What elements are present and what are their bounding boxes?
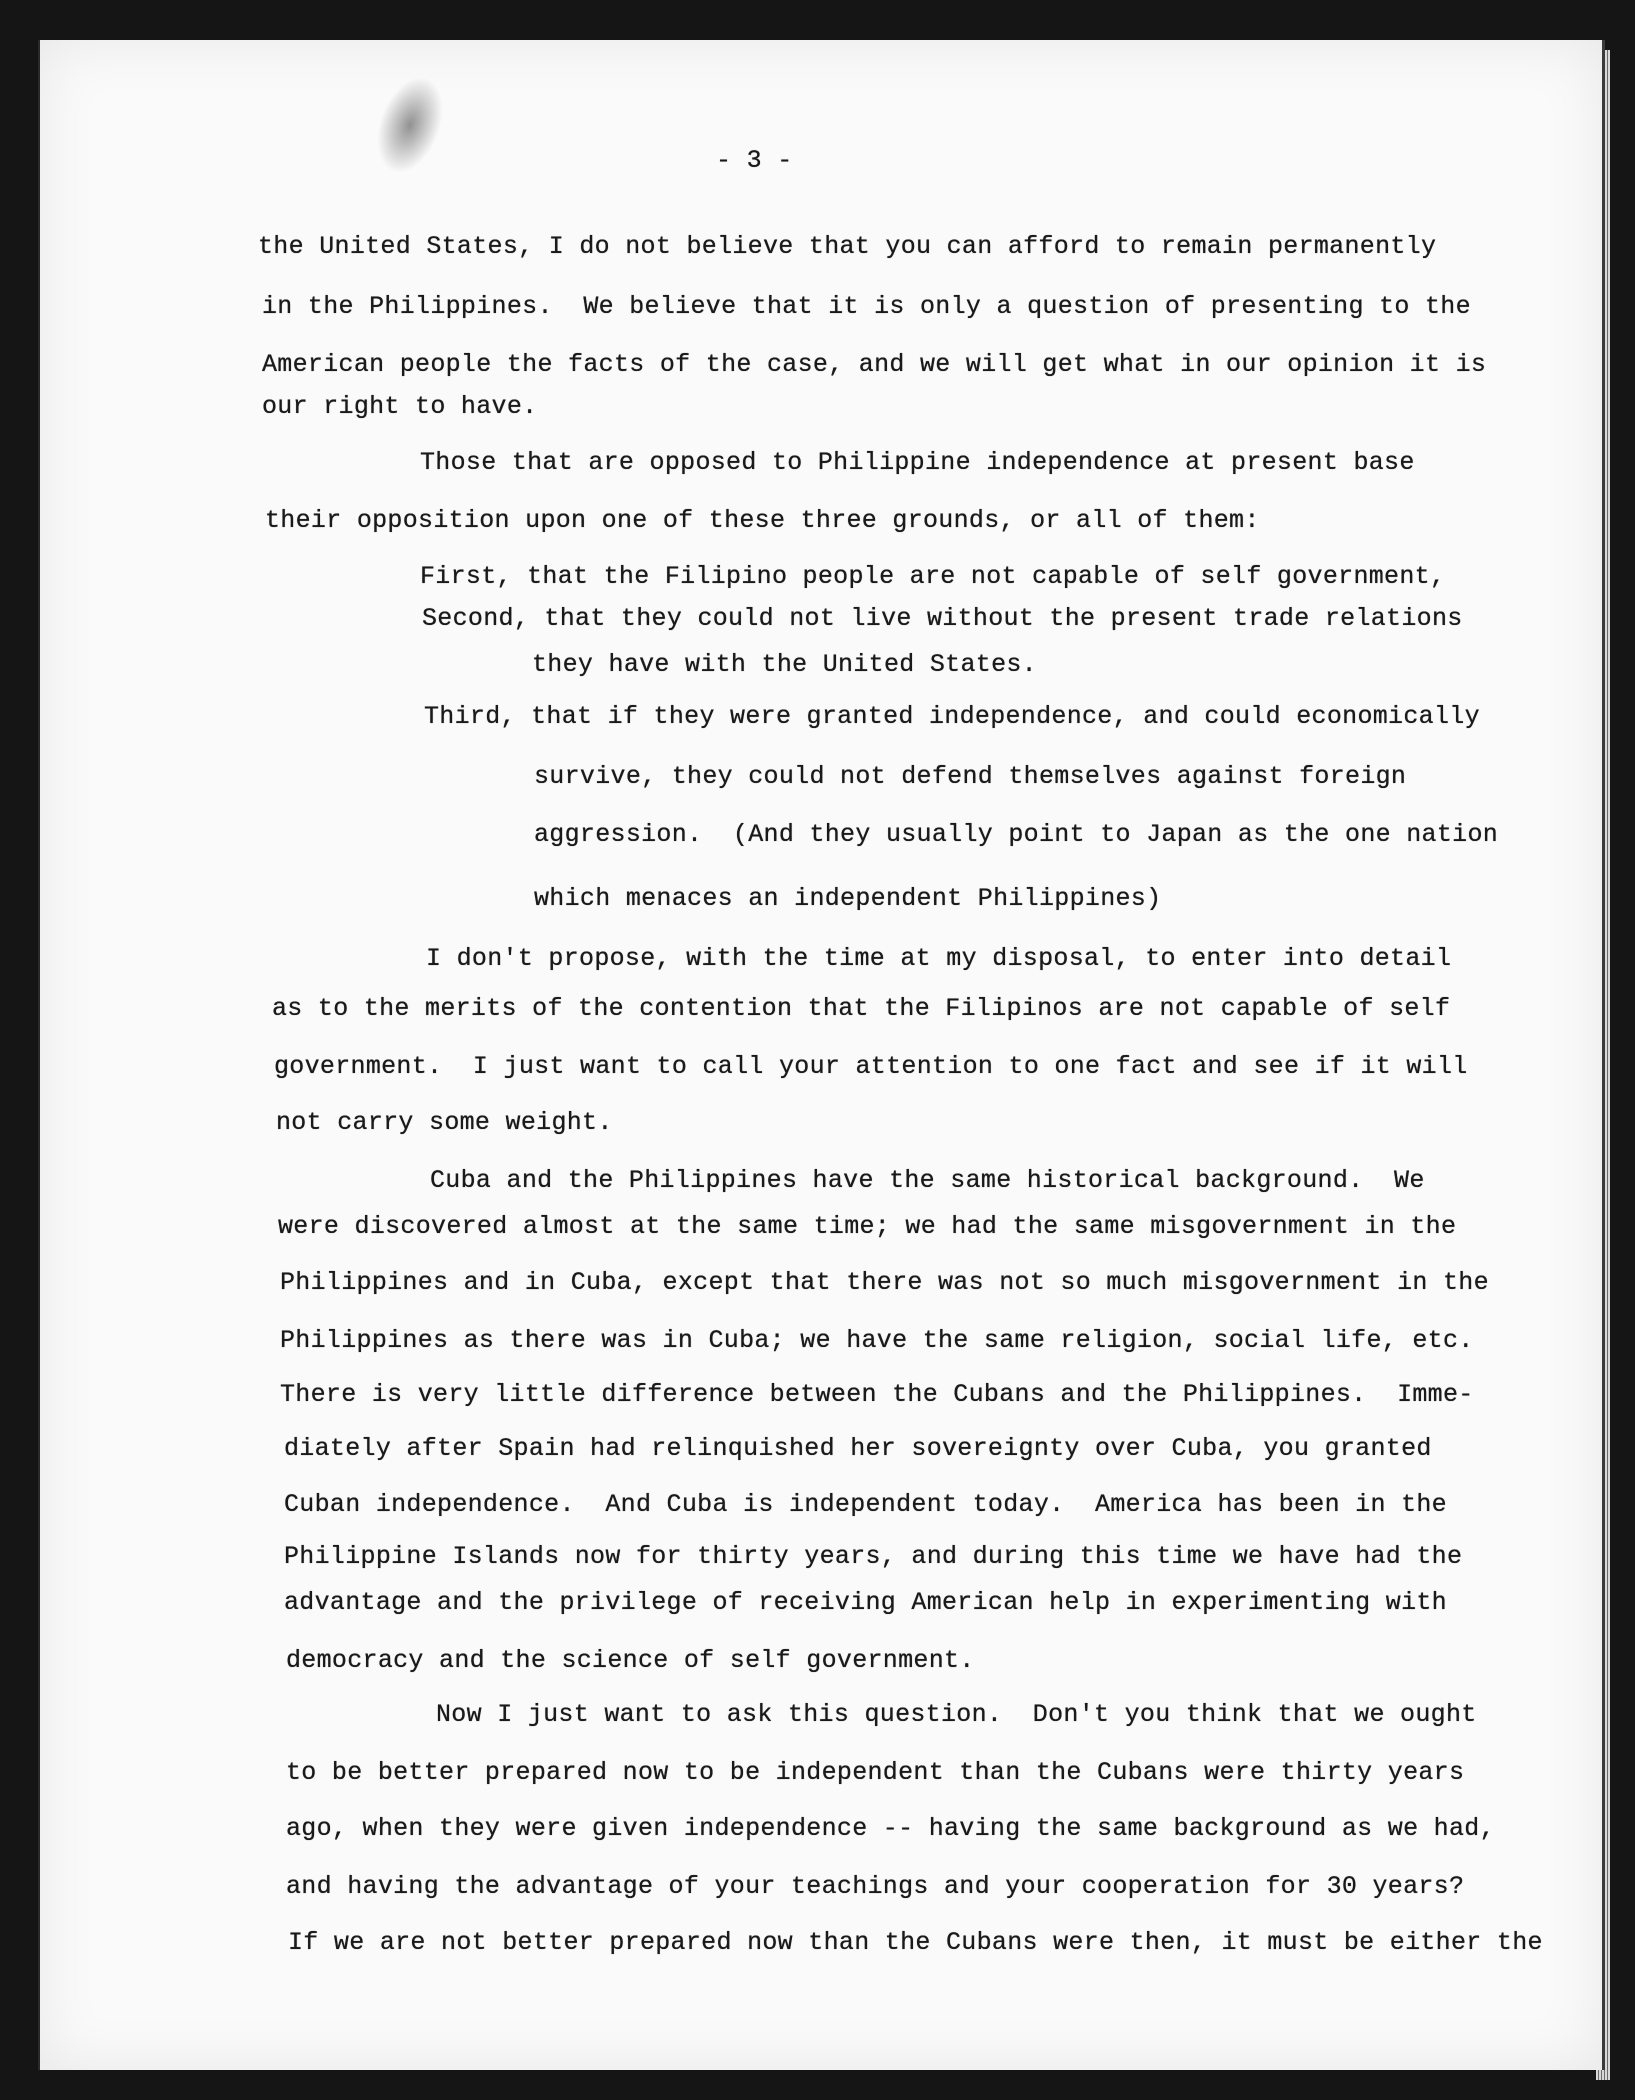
text-line: Philippines and in Cuba, except that there was not so much misgovernment in the: [280, 1268, 1489, 1297]
text-line: they have with the United States.: [532, 650, 1037, 679]
ink-smudge: [365, 68, 456, 182]
text-line: democracy and the science of self government.: [286, 1646, 975, 1675]
text-line: in the Philippines. We believe that it is only a question of presenting to the: [262, 292, 1471, 321]
text-line: There is very little difference between the Cubans and the Philippines. Imme-: [280, 1380, 1474, 1409]
text-line: Third, that if they were granted independence, and could economically: [424, 702, 1480, 731]
text-line: Cuba and the Philippines have the same historical background. We: [430, 1166, 1425, 1195]
text-line: were discovered almost at the same time; we had the same misgovernment in the: [278, 1212, 1457, 1241]
text-line: ago, when they were given independence -- having the same background as we had,: [286, 1814, 1495, 1843]
text-line: which menaces an independent Philippines): [534, 884, 1162, 913]
text-line: First, that the Filipino people are not capable of self government,: [420, 562, 1446, 591]
text-line: diately after Spain had relinquished her sovereignty over Cuba, you granted: [284, 1434, 1432, 1463]
text-line: Philippines as there was in Cuba; we have the same religion, social life, etc.: [280, 1326, 1474, 1355]
text-line: government. I just want to call your attention to one fact and see if it will: [274, 1052, 1468, 1081]
text-line: not carry some weight.: [276, 1108, 613, 1137]
text-line: I don't propose, with the time at my disposal, to enter into detail: [426, 944, 1452, 973]
text-line: Those that are opposed to Philippine independence at present base: [420, 448, 1415, 477]
text-line: Now I just want to ask this question. Don't you think that we ought: [436, 1700, 1477, 1729]
text-line: as to the merits of the contention that the Filipinos are not capable of self: [272, 994, 1451, 1023]
text-line: the United States, I do not believe that you can afford to remain permanently: [258, 232, 1437, 261]
text-line: to be better prepared now to be independent than the Cubans were thirty years: [286, 1758, 1465, 1787]
text-line: advantage and the privilege of receiving American help in experimenting with: [284, 1588, 1447, 1617]
page-number: - 3 -: [716, 146, 793, 175]
text-line: and having the advantage of your teachings and your cooperation for 30 years?: [286, 1872, 1465, 1901]
text-line: our right to have.: [262, 392, 538, 421]
text-line: Philippine Islands now for thirty years, and during this time we have had the: [284, 1542, 1463, 1571]
text-line: aggression. (And they usually point to Japan as the one nation: [534, 820, 1499, 849]
text-line: their opposition upon one of these three grounds, or all of them:: [265, 506, 1260, 535]
text-line: Cuban independence. And Cuba is independent today. America has been in the: [284, 1490, 1447, 1519]
text-line: Second, that they could not live without the present trade relations: [422, 604, 1463, 633]
text-line: If we are not better prepared now than the Cubans were then, it must be either the: [288, 1928, 1543, 1957]
text-line: American people the facts of the case, and we will get what in our opinion it is: [262, 350, 1487, 379]
text-line: survive, they could not defend themselves against foreign: [534, 762, 1407, 791]
